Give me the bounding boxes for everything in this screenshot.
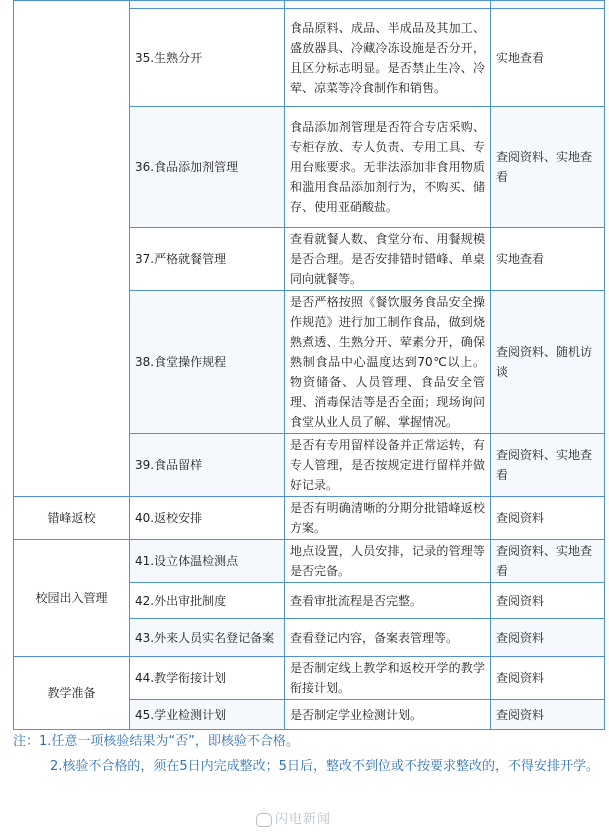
content-cell: 是否制定学业检测计划。 [285,700,491,730]
method-cell: 查阅资料、实地查看 [491,434,605,497]
item-cell: 39.食品留样 [130,434,285,497]
category-cell: 校园出入管理 [14,540,130,657]
method-cell: 查阅资料、实地查看 [491,107,605,228]
item-cell: 45.学业检测计划 [130,700,285,730]
method-cell [491,1,605,9]
note-line-1: 注：1.任意一项核验结果为“否”，即核验不合格。 [13,734,299,749]
content-cell: 食品原料、成品、半成品及其加工、盛放器具、冷藏冷冻设施是否分开，且区分标志明显。是否禁止生冷、冷荤、凉菜等冷食制作和销售。 [285,9,491,107]
inspection-table [13,0,605,730]
category-cell-food [14,1,130,497]
method-cell: 查阅资料、实地查看 [491,540,605,583]
category-cell: 错峰返校 [14,497,130,540]
method-cell: 实地查看 [491,9,605,107]
item-cell: 42.外出审批制度 [130,583,285,619]
weibo-logo-icon [256,813,272,827]
item-cell: 37.严格就餐管理 [130,228,285,291]
table-row [14,540,605,583]
item-cell: 44.教学衔接计划 [130,657,285,700]
table-row [14,657,605,700]
item-cell [130,1,285,9]
content-cell: 是否有明确清晰的分期分批错峰返校方案。 [285,497,491,540]
item-cell: 43.外来人员实名登记备案 [130,619,285,657]
watermark-text: 闪电新闻 [275,812,332,827]
method-cell: 查阅资料、随机访谈 [491,291,605,434]
content-cell: 食品添加剂管理是否符合专店采购、专柜存放、专人负责、专用工具、专用台账要求。无非法添加非食用物质和滥用食品添加剂行为，不购买、储存、使用亚硝酸盐。 [285,107,491,228]
item-cell: 38.食堂操作规程 [130,291,285,434]
method-cell: 查阅资料 [491,583,605,619]
footnotes [13,729,605,779]
content-cell: 地点设置，人员安排，记录的管理等是否完备。 [285,540,491,583]
item-cell: 40.返校安排 [130,497,285,540]
content-cell [285,1,491,9]
method-cell: 查阅资料 [491,700,605,730]
content-cell: 查看审批流程是否完整。 [285,583,491,619]
note-line-2: 2.核验不合格的，须在5日内完成整改；5日后，整改不到位或不按要求整改的，不得安排开学。 [50,759,599,774]
item-cell: 41.设立体温检测点 [130,540,285,583]
table-row [14,497,605,540]
item-cell: 35.生熟分开 [130,9,285,107]
watermark [256,808,331,827]
content-cell: 是否严格按照《餐饮服务食品安全操作规范》进行加工制作食品，做到烧熟煮透、生熟分开、荤素分开，确保熟制食品中心温度达到70℃以上。物资储备、人员管理、食品安全管理、消毒保洁等是否全面；现场询问食堂从业人员了解、掌握情况。 [285,291,491,434]
content-cell: 是否制定线上教学和返校开学的教学衔接计划。 [285,657,491,700]
content-cell: 查看登记内容，备案表管理等。 [285,619,491,657]
item-cell: 36.食品添加剂管理 [130,107,285,228]
method-cell: 实地查看 [491,228,605,291]
method-cell: 查阅资料 [491,497,605,540]
method-cell: 查阅资料 [491,619,605,657]
category-cell: 教学准备 [14,657,130,730]
method-cell: 查阅资料 [491,657,605,700]
table-row [14,1,605,9]
content-cell: 查看就餐人数、食堂分布、用餐规模是否合理。是否安排错时错峰、单桌同向就餐等。 [285,228,491,291]
content-cell: 是否有专用留样设备并正常运转，有专人管理，是否按规定进行留样并做好记录。 [285,434,491,497]
